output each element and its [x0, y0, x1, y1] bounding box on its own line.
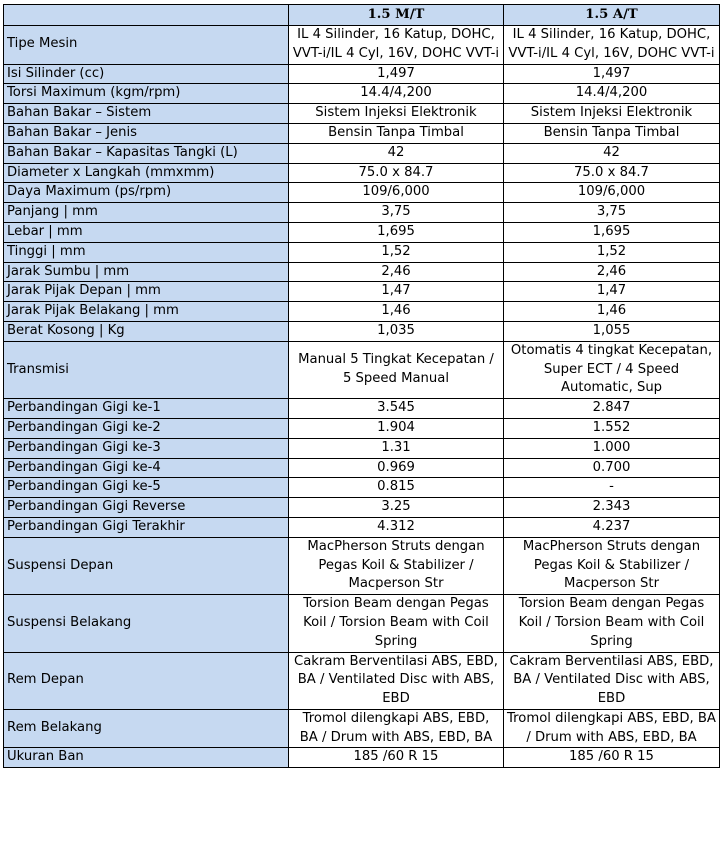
spec-at-value-cell: 1,497 — [504, 64, 720, 84]
table-row — [4, 143, 720, 163]
table-row — [4, 418, 720, 438]
table-row — [4, 123, 720, 143]
spec-mt-value-cell: 3.25 — [289, 498, 504, 518]
spec-label-cell: Perbandingan Gigi ke-1 — [4, 399, 289, 419]
spec-at-value-cell: IL 4 Silinder, 16 Katup, DOHC, VVT-i/IL 4 Cyl, 16V, DOHC VVT-i — [504, 26, 720, 65]
spec-mt-value-cell: MacPherson Struts dengan Pegas Koil & Stabilizer / Macperson Str — [289, 537, 504, 594]
header-mt-cell: 1.5 M/T — [289, 5, 504, 26]
spec-at-value-cell: 1,52 — [504, 242, 720, 262]
spec-label-cell: Torsi Maximum (kgm/rpm) — [4, 84, 289, 104]
spec-mt-value-cell: 185 /60 R 15 — [289, 748, 504, 768]
table-row — [4, 478, 720, 498]
spec-at-value-cell: 0.700 — [504, 458, 720, 478]
spec-at-value-cell: 109/6,000 — [504, 183, 720, 203]
spec-label-cell: Rem Belakang — [4, 709, 289, 748]
spec-label-cell: Perbandingan Gigi ke-2 — [4, 418, 289, 438]
spec-at-value-cell: 1,695 — [504, 222, 720, 242]
spec-at-value-cell: 1,47 — [504, 282, 720, 302]
spec-label-cell: Daya Maximum (ps/rpm) — [4, 183, 289, 203]
spec-mt-value-cell: 0.969 — [289, 458, 504, 478]
spec-mt-value-cell: Tromol dilengkapi ABS, EBD, BA / Drum with ABS, EBD, BA — [289, 709, 504, 748]
table-row — [4, 84, 720, 104]
spec-mt-value-cell: 1,47 — [289, 282, 504, 302]
spec-at-value-cell: 2.847 — [504, 399, 720, 419]
spec-label-cell: Perbandingan Gigi ke-5 — [4, 478, 289, 498]
table-row — [4, 748, 720, 768]
spec-label-cell: Suspensi Depan — [4, 537, 289, 594]
spec-mt-value-cell: 3,75 — [289, 203, 504, 223]
header-row — [4, 5, 720, 26]
table-row — [4, 438, 720, 458]
spec-label-cell: Jarak Sumbu | mm — [4, 262, 289, 282]
spec-mt-value-cell: 3.545 — [289, 399, 504, 419]
table-row — [4, 517, 720, 537]
spec-mt-value-cell: 1,035 — [289, 321, 504, 341]
table-row — [4, 282, 720, 302]
spec-at-value-cell: 1,055 — [504, 321, 720, 341]
spec-mt-value-cell: 1,695 — [289, 222, 504, 242]
spec-at-value-cell: Sistem Injeksi Elektronik — [504, 104, 720, 124]
spec-at-value-cell: Cakram Berventilasi ABS, EBD, BA / Ventilated Disc with ABS, EBD — [504, 652, 720, 709]
spec-mt-value-cell: 1.904 — [289, 418, 504, 438]
table-row — [4, 399, 720, 419]
spec-at-value-cell: 1.552 — [504, 418, 720, 438]
header-at-cell: 1.5 A/T — [504, 5, 720, 26]
spec-at-value-cell: 14.4/4,200 — [504, 84, 720, 104]
spec-mt-value-cell: Torsion Beam dengan Pegas Koil / Torsion Beam with Coil Spring — [289, 595, 504, 652]
table-row — [4, 203, 720, 223]
spec-table — [3, 4, 720, 768]
spec-at-value-cell: 42 — [504, 143, 720, 163]
table-row — [4, 242, 720, 262]
spec-mt-value-cell: Sistem Injeksi Elektronik — [289, 104, 504, 124]
spec-at-value-cell: 1.000 — [504, 438, 720, 458]
spec-mt-value-cell: Bensin Tanpa Timbal — [289, 123, 504, 143]
spec-mt-value-cell: 0.815 — [289, 478, 504, 498]
table-row — [4, 222, 720, 242]
spec-mt-value-cell: Cakram Berventilasi ABS, EBD, BA / Ventilated Disc with ABS, EBD — [289, 652, 504, 709]
spec-at-value-cell: - — [504, 478, 720, 498]
table-row — [4, 341, 720, 398]
spec-label-cell: Bahan Bakar – Jenis — [4, 123, 289, 143]
spec-label-cell: Bahan Bakar – Sistem — [4, 104, 289, 124]
spec-mt-value-cell: 1,46 — [289, 302, 504, 322]
spec-label-cell: Perbandingan Gigi Reverse — [4, 498, 289, 518]
table-row — [4, 104, 720, 124]
spec-label-cell: Rem Depan — [4, 652, 289, 709]
spec-label-cell: Ukuran Ban — [4, 748, 289, 768]
spec-mt-value-cell: 42 — [289, 143, 504, 163]
table-row — [4, 183, 720, 203]
table-row — [4, 498, 720, 518]
spec-label-cell: Diameter x Langkah (mmxmm) — [4, 163, 289, 183]
spec-mt-value-cell: Manual 5 Tingkat Kecepatan / 5 Speed Manual — [289, 341, 504, 398]
spec-label-cell: Jarak Pijak Depan | mm — [4, 282, 289, 302]
spec-body — [4, 26, 720, 768]
spec-label-cell: Tipe Mesin — [4, 26, 289, 65]
spec-label-cell: Perbandingan Gigi ke-3 — [4, 438, 289, 458]
spec-at-value-cell: 3,75 — [504, 203, 720, 223]
table-row — [4, 163, 720, 183]
spec-label-cell: Tinggi | mm — [4, 242, 289, 262]
spec-label-cell: Isi Silinder (cc) — [4, 64, 289, 84]
spec-label-cell: Jarak Pijak Belakang | mm — [4, 302, 289, 322]
spec-at-value-cell: 2.343 — [504, 498, 720, 518]
header-label-cell — [4, 5, 289, 26]
table-row — [4, 595, 720, 652]
spec-at-value-cell: 4.237 — [504, 517, 720, 537]
spec-at-value-cell: Otomatis 4 tingkat Kecepatan, Super ECT / 4 Speed Automatic, Sup — [504, 341, 720, 398]
spec-at-value-cell: 185 /60 R 15 — [504, 748, 720, 768]
spec-label-cell: Bahan Bakar – Kapasitas Tangki (L) — [4, 143, 289, 163]
table-row — [4, 652, 720, 709]
spec-label-cell: Panjang | mm — [4, 203, 289, 223]
spec-mt-value-cell: 109/6,000 — [289, 183, 504, 203]
table-row — [4, 709, 720, 748]
spec-mt-value-cell: 4.312 — [289, 517, 504, 537]
table-row — [4, 458, 720, 478]
spec-label-cell: Transmisi — [4, 341, 289, 398]
spec-at-value-cell: Tromol dilengkapi ABS, EBD, BA / Drum with ABS, EBD, BA — [504, 709, 720, 748]
table-row — [4, 64, 720, 84]
spec-at-value-cell: MacPherson Struts dengan Pegas Koil & Stabilizer / Macperson Str — [504, 537, 720, 594]
spec-mt-value-cell: 1,497 — [289, 64, 504, 84]
spec-mt-value-cell: 75.0 x 84.7 — [289, 163, 504, 183]
table-row — [4, 321, 720, 341]
table-row — [4, 262, 720, 282]
table-row — [4, 302, 720, 322]
spec-mt-value-cell: 2,46 — [289, 262, 504, 282]
spec-label-cell: Perbandingan Gigi ke-4 — [4, 458, 289, 478]
spec-at-value-cell: 75.0 x 84.7 — [504, 163, 720, 183]
spec-label-cell: Berat Kosong | Kg — [4, 321, 289, 341]
spec-mt-value-cell: 1,52 — [289, 242, 504, 262]
spec-at-value-cell: 2,46 — [504, 262, 720, 282]
spec-mt-value-cell: 14.4/4,200 — [289, 84, 504, 104]
spec-mt-value-cell: 1.31 — [289, 438, 504, 458]
spec-label-cell: Perbandingan Gigi Terakhir — [4, 517, 289, 537]
spec-at-value-cell: Bensin Tanpa Timbal — [504, 123, 720, 143]
table-row — [4, 26, 720, 65]
spec-at-value-cell: 1,46 — [504, 302, 720, 322]
spec-mt-value-cell: IL 4 Silinder, 16 Katup, DOHC, VVT-i/IL 4 Cyl, 16V, DOHC VVT-i — [289, 26, 504, 65]
spec-label-cell: Suspensi Belakang — [4, 595, 289, 652]
spec-at-value-cell: Torsion Beam dengan Pegas Koil / Torsion Beam with Coil Spring — [504, 595, 720, 652]
table-row — [4, 537, 720, 594]
spec-label-cell: Lebar | mm — [4, 222, 289, 242]
